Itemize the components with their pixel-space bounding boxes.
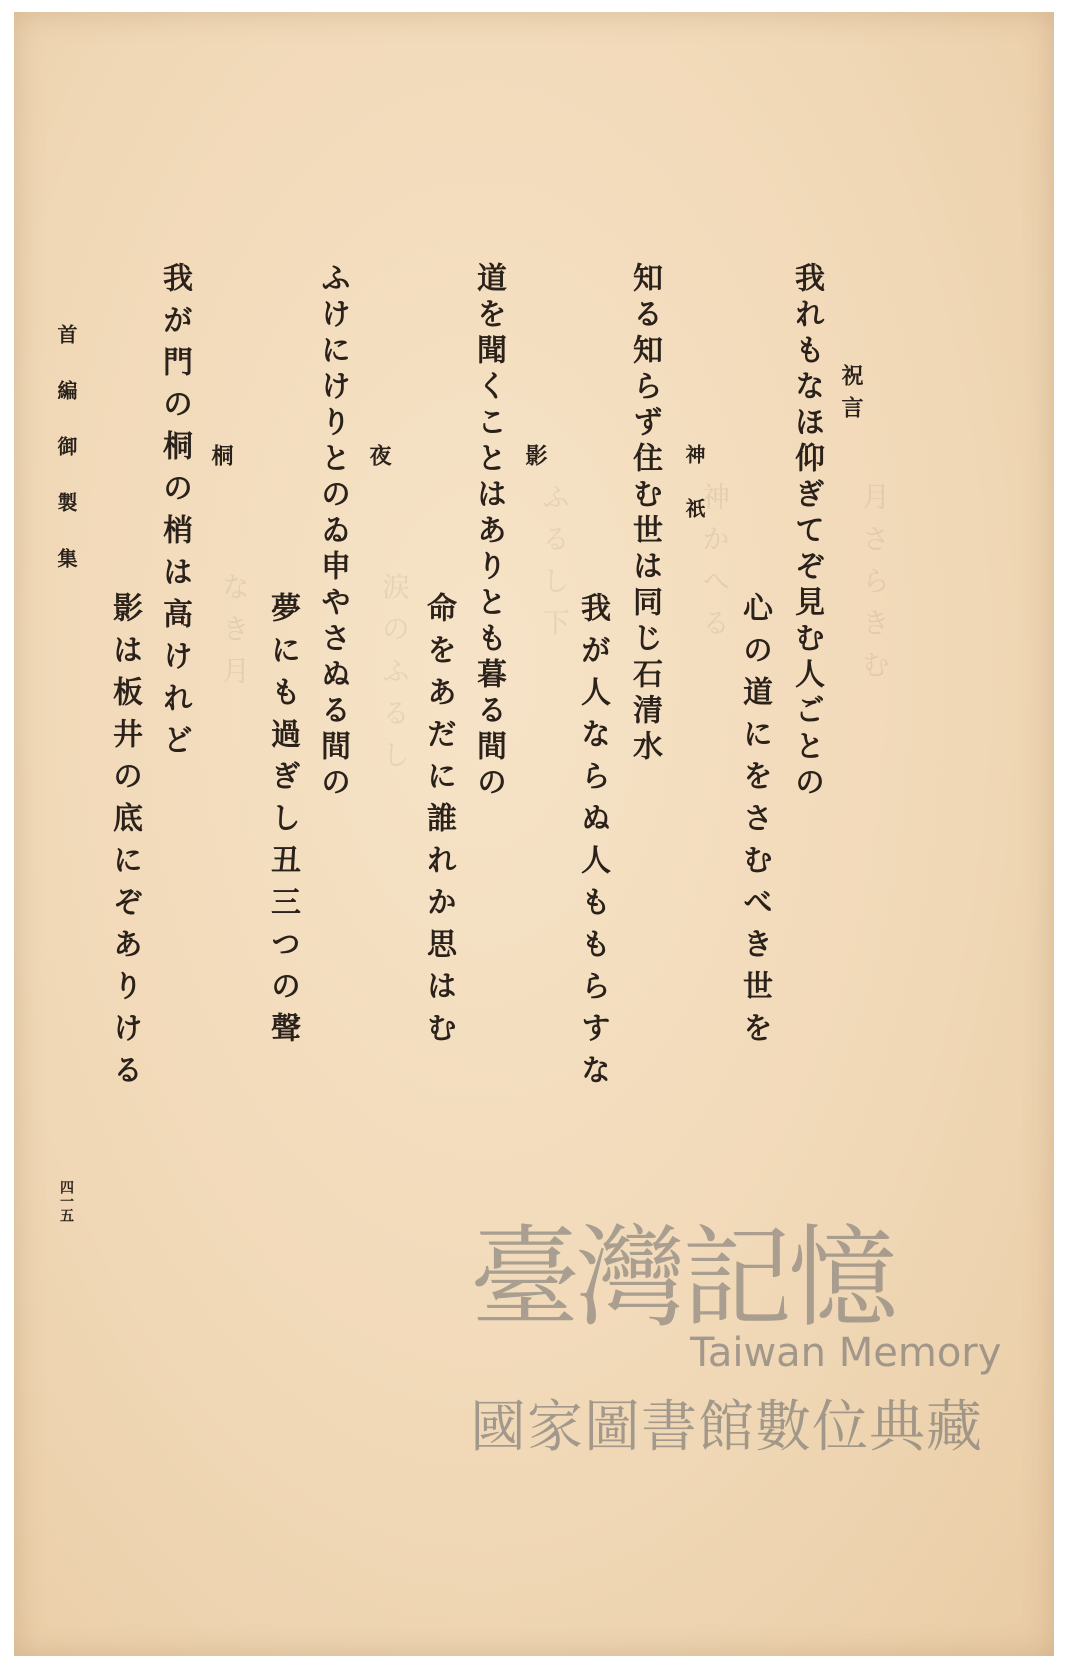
poem-line: 我れもなほ仰ぎてぞ見む人ごとの [789,262,824,802]
poem-line: 我が人ならぬ人ももらすな [575,592,610,1096]
poem-line: 夢にも過ぎし丑三つの聲 [265,592,300,1054]
bleed-through-text: 涙のふるし [378,572,411,782]
poem-title: 神祇 [682,444,706,552]
bleed-through-text: 神かへる [698,482,731,650]
poem-line: 我が門の桐の梢は高けれど [157,262,192,766]
poem-line: 影は板井の底にぞありける [107,592,142,1096]
poem-title: 祝言 [838,364,864,428]
poem-line: ふけにけりとのゐ申やさぬる間の [315,262,350,802]
page-number: 四一五 [58,1180,74,1222]
poem-line: 命をあだに誰れか思はむ [421,592,456,1054]
bleed-through-text: 月さらきむ [858,482,891,692]
poem-line: 知る知らず住む世は同じ石清水 [627,262,662,766]
watermark-chinese: 國家圖書館數位典藏 [470,1395,983,1460]
watermark-calligraphy: 臺灣記憶 [470,1214,894,1342]
poem-title: 影 [522,444,548,476]
book-title: 首編御製集 [54,324,78,604]
bleed-through-text: ふるし下 [538,482,571,650]
poem-title: 夜 [366,444,392,476]
bleed-through-text: なき月 [218,572,251,698]
poem-line: 心の道にをさむべき世を [737,592,772,1054]
poem-line: 道を聞くことはありとも暮る間の [471,262,506,802]
poem-title: 桐 [208,444,234,476]
watermark-english: Taiwan Memory [690,1330,1002,1376]
